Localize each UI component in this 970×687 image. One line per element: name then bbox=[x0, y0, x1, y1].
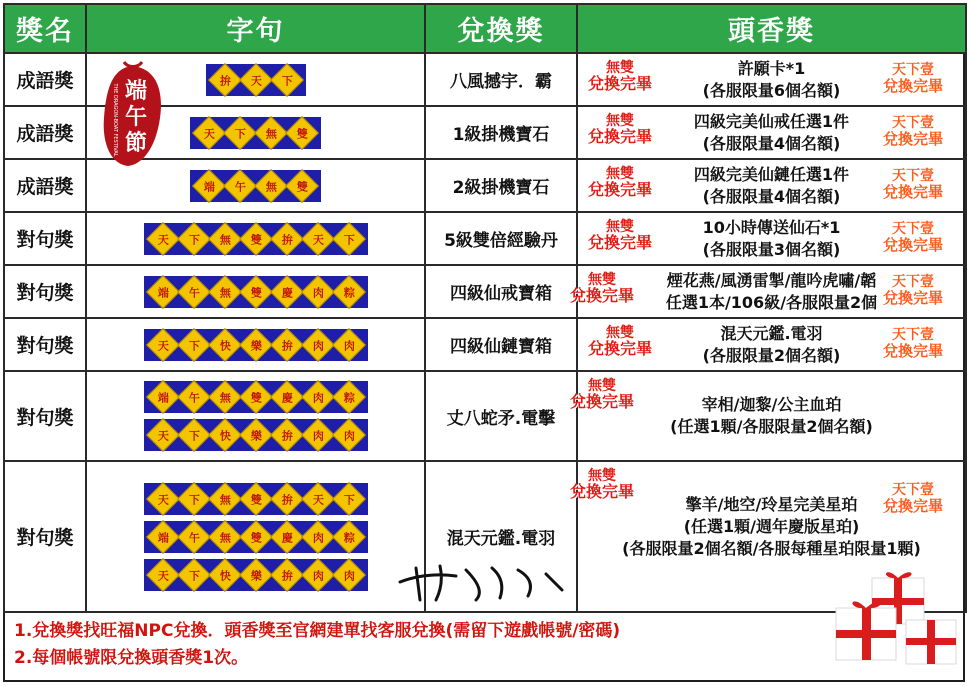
category-cell: 對句獎 bbox=[4, 371, 86, 461]
bonus-cell bbox=[577, 106, 966, 159]
phrase-cell bbox=[86, 371, 425, 461]
sold-out-stamp bbox=[588, 60, 652, 92]
bonus-line: (任選1顆/週年慶版星珀) bbox=[683, 517, 860, 536]
stamp-line: 兌換完畢 bbox=[882, 130, 943, 148]
tile-char: 拚 bbox=[219, 73, 230, 87]
tile-char: 天 bbox=[157, 492, 168, 506]
phrase-tile bbox=[241, 383, 271, 411]
gift-box-icon bbox=[822, 568, 962, 668]
tile-char: 午 bbox=[188, 285, 199, 299]
phrase-tile bbox=[148, 485, 178, 513]
phrase-tile bbox=[303, 485, 333, 513]
phrase-tile bbox=[334, 278, 364, 306]
table-row bbox=[4, 318, 966, 371]
stamp-line: 無雙 bbox=[606, 113, 634, 129]
note-1: 1.兌換獎找旺福NPC兌換．頭香獎至官網建單找客服兌換(需留下遊戲帳號/密碼) bbox=[14, 621, 621, 641]
tile-char: 天 bbox=[157, 232, 168, 246]
bonus-line: (各服限量4個名額) bbox=[702, 133, 841, 153]
phrase-tile bbox=[334, 225, 364, 253]
phrase-tile bbox=[241, 421, 271, 449]
tile-char: 樂 bbox=[250, 429, 261, 442]
table-row bbox=[4, 265, 966, 318]
bonus-line: 四級完美仙戒任選1件 bbox=[693, 111, 850, 131]
tile-char: 肉 bbox=[312, 568, 323, 582]
stamp-line: 無雙 bbox=[588, 272, 616, 288]
tile-char: 下 bbox=[188, 568, 199, 582]
phrase-tile bbox=[241, 66, 271, 94]
bonus-line: 許願卡*1 bbox=[737, 58, 806, 78]
phrase-tile bbox=[148, 225, 178, 253]
phrase-tile bbox=[241, 278, 271, 306]
phrase-tile bbox=[179, 523, 209, 551]
tile-char: 粽 bbox=[343, 530, 354, 544]
tile-char: 樂 bbox=[250, 568, 261, 582]
phrase-strip bbox=[144, 381, 368, 413]
tile-char: 快 bbox=[219, 338, 230, 352]
logo-char-3: 節 bbox=[124, 130, 148, 156]
tile-char: 下 bbox=[188, 232, 199, 246]
tile-char: 粽 bbox=[343, 285, 354, 299]
phrase-tile bbox=[256, 119, 286, 147]
bonus-line: 擎羊/地空/玲星完美星珀 bbox=[685, 495, 858, 514]
tile-char: 端 bbox=[157, 530, 168, 544]
tile-char: 肉 bbox=[343, 338, 354, 352]
category-cell: 成語獎 bbox=[4, 159, 86, 212]
stamp-line: 無雙 bbox=[588, 378, 616, 394]
header-phrase: 字句 bbox=[86, 4, 425, 53]
stamp-line: 無雙 bbox=[606, 325, 634, 341]
tile-char: 肉 bbox=[343, 429, 354, 442]
phrase-tile bbox=[210, 485, 240, 513]
phrase-cell bbox=[86, 318, 425, 371]
tile-char: 雙 bbox=[250, 391, 261, 404]
stamp-line: 兌換完畢 bbox=[882, 342, 943, 360]
header-row bbox=[4, 4, 966, 53]
phrase-strip bbox=[206, 64, 306, 96]
tile-char: 雙 bbox=[250, 530, 261, 544]
stamp-line: 兌換完畢 bbox=[588, 233, 653, 252]
prize-cell: 八風撼宇．霸 bbox=[425, 53, 577, 106]
category-cell: 對句獎 bbox=[4, 318, 86, 371]
phrase-tile bbox=[179, 225, 209, 253]
prize-cell: 丈八蛇矛.電擊 bbox=[425, 371, 577, 461]
tile-char: 慶 bbox=[281, 285, 292, 299]
tile-char: 快 bbox=[219, 429, 230, 442]
tile-char: 天 bbox=[312, 492, 323, 506]
phrase-tile bbox=[287, 119, 317, 147]
tile-char: 午 bbox=[234, 179, 246, 193]
stamp-line: 兌換完畢 bbox=[882, 236, 943, 254]
tile-char: 快 bbox=[219, 568, 230, 582]
category-cell: 對句獎 bbox=[4, 212, 86, 265]
category-cell: 成語獎 bbox=[4, 53, 86, 106]
first-claim-stamp bbox=[883, 327, 943, 359]
tile-char: 無 bbox=[265, 126, 277, 140]
table-row bbox=[4, 371, 966, 461]
bonus-cell bbox=[577, 212, 966, 265]
phrase-tile bbox=[272, 331, 302, 359]
stamp-line: 天下壹 bbox=[891, 482, 934, 498]
phrase-cell bbox=[86, 461, 425, 612]
phrase-tile bbox=[303, 383, 333, 411]
phrase-tile bbox=[225, 119, 255, 147]
first-claim-stamp bbox=[883, 168, 943, 200]
tile-char: 拚 bbox=[281, 338, 292, 352]
tile-char: 午 bbox=[188, 530, 199, 544]
phrase-tile bbox=[334, 523, 364, 551]
prize-cell: 5級雙倍經驗丹 bbox=[425, 212, 577, 265]
bonus-line: 任選1本/106級/各服限量2個 bbox=[665, 292, 878, 312]
prize-cell: 2級掛機寶石 bbox=[425, 159, 577, 212]
phrase-tile bbox=[210, 561, 240, 589]
phrase-tile bbox=[334, 331, 364, 359]
phrase-strip bbox=[144, 559, 368, 591]
tile-char: 無 bbox=[219, 285, 230, 299]
phrase-tile bbox=[272, 485, 302, 513]
tile-char: 天 bbox=[250, 73, 261, 87]
tile-char: 天 bbox=[312, 232, 323, 246]
tile-char: 雙 bbox=[250, 285, 261, 299]
stamp-line: 天下壹 bbox=[891, 274, 934, 290]
stamp-line: 無雙 bbox=[606, 60, 634, 76]
phrase-tile bbox=[303, 523, 333, 551]
stamp-line: 兌換完畢 bbox=[882, 497, 943, 515]
stamp-line: 天下壹 bbox=[891, 115, 934, 131]
phrase-tile bbox=[272, 278, 302, 306]
phrase-tile bbox=[179, 485, 209, 513]
tile-char: 肉 bbox=[312, 530, 323, 544]
phrase-tile bbox=[334, 485, 364, 513]
stamp-line: 天下壹 bbox=[891, 327, 934, 343]
phrase-tile bbox=[272, 66, 302, 94]
sold-out-stamp bbox=[570, 378, 634, 410]
prize-cell: 四級仙戒寶箱 bbox=[425, 265, 577, 318]
logo-subtitle: THE DRAGON-BOAT FESTIVAL bbox=[112, 83, 118, 157]
tile-char: 無 bbox=[219, 232, 230, 246]
phrase-tile bbox=[179, 383, 209, 411]
stamp-line: 兌換完畢 bbox=[588, 74, 653, 93]
tile-char: 雙 bbox=[250, 232, 261, 246]
phrase-tile bbox=[334, 421, 364, 449]
tile-char: 下 bbox=[188, 492, 199, 506]
tile-char: 拚 bbox=[281, 429, 292, 442]
stamp-line: 兌換完畢 bbox=[570, 286, 635, 305]
phrase-tile bbox=[194, 119, 224, 147]
phrase-tile bbox=[241, 225, 271, 253]
tile-char: 拚 bbox=[281, 232, 292, 246]
tile-char: 端 bbox=[203, 179, 215, 193]
phrase-cell bbox=[86, 212, 425, 265]
phrase-tile bbox=[272, 561, 302, 589]
tile-char: 無 bbox=[265, 179, 277, 193]
phrase-tile bbox=[303, 561, 333, 589]
sold-out-stamp bbox=[588, 166, 652, 198]
phrase-tile bbox=[210, 66, 240, 94]
phrase-tile bbox=[303, 331, 333, 359]
prize-cell: 混天元鑑.電羽 bbox=[425, 461, 577, 612]
phrase-tile bbox=[272, 225, 302, 253]
phrase-strip bbox=[144, 419, 368, 451]
phrase-tile bbox=[194, 172, 224, 200]
phrase-tile bbox=[148, 561, 178, 589]
phrase-strip bbox=[144, 483, 368, 515]
tile-char: 慶 bbox=[281, 391, 292, 404]
tile-char: 拚 bbox=[281, 492, 292, 506]
bonus-line: (各服限量2個名額) bbox=[702, 345, 841, 365]
tile-char: 慶 bbox=[281, 530, 292, 544]
phrase-tile bbox=[225, 172, 255, 200]
phrase-tile bbox=[303, 278, 333, 306]
tile-char: 樂 bbox=[250, 338, 261, 352]
tile-char: 拚 bbox=[281, 568, 292, 582]
logo-char-1: 端 bbox=[124, 78, 148, 104]
stamp-line: 無雙 bbox=[588, 468, 616, 484]
stamp-line: 無雙 bbox=[606, 219, 634, 235]
tile-char: 天 bbox=[203, 126, 215, 140]
header-prize: 兌換獎 bbox=[425, 4, 577, 53]
bonus-cell bbox=[577, 318, 966, 371]
bonus-line: 煙花燕/風湧雷掣/龍吟虎嘯/韜 bbox=[666, 270, 877, 290]
phrase-tile bbox=[287, 172, 317, 200]
phrase-tile bbox=[210, 523, 240, 551]
first-claim-stamp bbox=[883, 274, 943, 306]
bonus-cell bbox=[577, 159, 966, 212]
phrase-tile bbox=[272, 383, 302, 411]
sold-out-stamp bbox=[588, 219, 652, 251]
phrase-tile bbox=[210, 421, 240, 449]
phrase-tile bbox=[210, 383, 240, 411]
bonus-line: (任選1顆/各服限量2個名額) bbox=[670, 417, 873, 436]
stamp-line: 天下壹 bbox=[891, 221, 934, 237]
tile-char: 端 bbox=[157, 391, 168, 404]
category-cell: 對句獎 bbox=[4, 265, 86, 318]
stamp-line: 兌換完畢 bbox=[588, 180, 653, 199]
tile-char: 下 bbox=[188, 338, 199, 352]
tile-char: 無 bbox=[219, 492, 230, 506]
first-claim-stamp bbox=[883, 221, 943, 253]
tile-char: 雙 bbox=[296, 126, 308, 140]
stamp-line: 天下壹 bbox=[891, 62, 934, 78]
phrase-tile bbox=[272, 421, 302, 449]
phrase-tile bbox=[179, 421, 209, 449]
tile-char: 天 bbox=[157, 568, 168, 582]
phrase-tile bbox=[303, 421, 333, 449]
header-bonus: 頭香獎 bbox=[577, 4, 966, 53]
tile-char: 天 bbox=[157, 429, 168, 442]
notes bbox=[14, 618, 620, 672]
phrase-tile bbox=[272, 523, 302, 551]
tile-char: 天 bbox=[157, 338, 168, 352]
tile-char: 無 bbox=[219, 530, 230, 544]
prize-cell: 四級仙鏈寶箱 bbox=[425, 318, 577, 371]
bonus-line: 混天元鑑.電羽 bbox=[720, 323, 823, 343]
tile-char: 無 bbox=[219, 391, 230, 404]
phrase-strip bbox=[190, 170, 321, 202]
stamp-line: 兌換完畢 bbox=[882, 183, 943, 201]
bonus-line: (各服限量4個名額) bbox=[702, 186, 841, 206]
tile-char: 雙 bbox=[250, 492, 261, 506]
phrase-cell bbox=[86, 265, 425, 318]
bonus-line: (各服限量3個名額) bbox=[702, 239, 841, 259]
phrase-tile bbox=[241, 485, 271, 513]
phrase-tile bbox=[303, 225, 333, 253]
phrase-tile bbox=[241, 523, 271, 551]
logo-char-2: 午 bbox=[124, 104, 148, 130]
category-cell: 成語獎 bbox=[4, 106, 86, 159]
note-2: 2.每個帳號限兌換頭香獎1次。 bbox=[14, 648, 249, 668]
bonus-line: 10小時傳送仙石*1 bbox=[702, 217, 841, 237]
bonus-cell bbox=[570, 371, 966, 461]
tile-char: 肉 bbox=[312, 285, 323, 299]
prize-cell: 1級掛機寶石 bbox=[425, 106, 577, 159]
phrase-strip bbox=[144, 276, 368, 308]
phrase-tile bbox=[148, 331, 178, 359]
phrase-strip bbox=[190, 117, 321, 149]
tile-char: 下 bbox=[234, 126, 246, 140]
phrase-tile bbox=[241, 331, 271, 359]
sold-out-stamp bbox=[570, 272, 634, 304]
phrase-tile bbox=[256, 172, 286, 200]
first-claim-stamp bbox=[883, 482, 943, 514]
dragon-boat-festival-logo bbox=[98, 60, 166, 170]
bonus-line: (各服限量6個名額) bbox=[702, 80, 841, 100]
tile-char: 下 bbox=[281, 73, 292, 87]
stamp-line: 兌換完畢 bbox=[570, 392, 635, 411]
phrase-tile bbox=[148, 523, 178, 551]
phrase-tile bbox=[148, 278, 178, 306]
bonus-line: 四級完美仙鏈任選1件 bbox=[693, 164, 850, 184]
tile-char: 雙 bbox=[296, 179, 308, 193]
bonus-cell bbox=[577, 53, 966, 106]
stamp-line: 無雙 bbox=[606, 166, 634, 182]
phrase-tile bbox=[241, 561, 271, 589]
phrase-strip bbox=[144, 521, 368, 553]
stamp-line: 兌換完畢 bbox=[882, 77, 943, 95]
stamp-line: 兌換完畢 bbox=[588, 339, 653, 358]
phrase-tile bbox=[334, 383, 364, 411]
phrase-tile bbox=[179, 278, 209, 306]
tile-char: 肉 bbox=[343, 568, 354, 582]
stamp-line: 兌換完畢 bbox=[882, 289, 943, 307]
bonus-line: (各服限量2個名額/各服每種星珀限量1顆) bbox=[622, 539, 921, 558]
bonus-line: 宰相/迦黎/公主血珀 bbox=[701, 395, 842, 414]
phrase-strip bbox=[144, 223, 368, 255]
tile-char: 端 bbox=[157, 285, 168, 299]
first-claim-stamp bbox=[883, 115, 943, 147]
table-row bbox=[4, 212, 966, 265]
tile-char: 下 bbox=[188, 429, 199, 442]
phrase-tile bbox=[179, 561, 209, 589]
phrase-tile bbox=[334, 561, 364, 589]
tile-char: 粽 bbox=[343, 391, 354, 404]
sold-out-stamp bbox=[570, 468, 634, 500]
phrase-tile bbox=[148, 421, 178, 449]
phrase-strip bbox=[144, 329, 368, 361]
bonus-cell bbox=[570, 265, 966, 318]
header-category: 獎名 bbox=[4, 4, 86, 53]
tile-char: 肉 bbox=[312, 338, 323, 352]
sold-out-stamp bbox=[588, 325, 652, 357]
signature-calligraphy bbox=[396, 560, 566, 608]
phrase-tile bbox=[210, 225, 240, 253]
sold-out-stamp bbox=[588, 113, 652, 145]
phrase-tile bbox=[210, 278, 240, 306]
category-cell: 對句獎 bbox=[4, 461, 86, 612]
stamp-line: 天下壹 bbox=[891, 168, 934, 184]
phrase-tile bbox=[210, 331, 240, 359]
tile-char: 肉 bbox=[312, 429, 323, 442]
stamp-line: 兌換完畢 bbox=[588, 127, 653, 146]
tile-char: 下 bbox=[343, 492, 354, 506]
tile-char: 肉 bbox=[312, 391, 323, 404]
stamp-line: 兌換完畢 bbox=[570, 482, 635, 501]
phrase-tile bbox=[148, 383, 178, 411]
tile-char: 午 bbox=[188, 391, 199, 404]
first-claim-stamp bbox=[883, 62, 943, 94]
tile-char: 下 bbox=[343, 232, 354, 246]
phrase-tile bbox=[179, 331, 209, 359]
